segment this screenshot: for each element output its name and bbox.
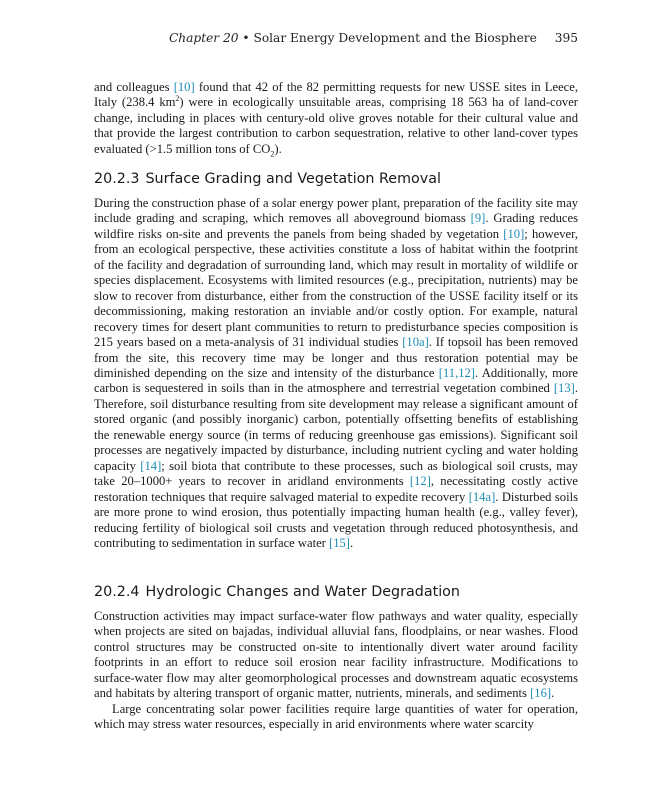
text-run: Large concentrating solar power facilities require large quantities of water for operation, which may stress water resources, especially in arid environments where water scarcity (94, 701, 578, 732)
running-header (94, 31, 578, 45)
superscript: 2 (175, 94, 180, 104)
section-title: Hydrologic Changes and Water Degradation (145, 584, 460, 600)
citation-link[interactable]: [10] (173, 80, 195, 94)
text-run: ; however, from an ecological perspective, these activities constitute a loss of habitat within the footprint of the facility and degradation of surrounding land, which may result in mortality of wildlife or species displacement. Ecosystems with limited resources (e.g., precipitation, nutrients) may be slow to recover from disturbance, either from the construction of the USSE facility itself or its decommissioning, making restoration an inviable and/or costly option. For example, natural recovery times for desert plant communities to return to predisturbance species composition is 215 years based on a meta-analysis of 31 individual studies (94, 226, 578, 350)
citation-link[interactable]: [15] (329, 535, 350, 550)
intro-paragraph-block (94, 80, 578, 157)
citation-link[interactable]: [13] (553, 381, 575, 396)
section-2-paragraph-2 (94, 702, 578, 733)
chapter-label: Chapter 20 (168, 31, 239, 45)
text-run: . If topsoil has been removed from the site, this recovery time may be longer and thus restoration potential may be diminished depending on the size and intensity of the disturbance (94, 335, 578, 380)
text-run: . (350, 535, 354, 550)
text-run: Construction activities may impact surface-water flow pathways and water quality, especially when projects are sited on bajadas, individual alluvial fans, floodplains, or near washes. Flood control structures may be constructed on-site to intentionally divert water around facility footprints in an effort to reduce soil erosion near facility infrastructure. Modifications to surface-water flow may alter geomorphological processes and downstream aquatic ecosystems and habitats by altering transport of organic matter, nutrients, minerals, and sediments (94, 609, 578, 701)
section-number: 20.2.4 (94, 584, 140, 600)
text-run: . Disturbed soils are more prone to wind erosion, thus potentially impacting human health (e.g., valley fever), reducing fertility of biological soil crusts and vegetation through reduced photosynthesis, and contributing to sedimentation in surface water (94, 489, 578, 550)
citation-link[interactable]: [16] (530, 686, 552, 701)
header-bullet: • (242, 31, 250, 45)
section-2-body (94, 609, 578, 733)
citation-link[interactable]: [14a] (468, 489, 496, 504)
text-run: . Additionally, more carbon is sequestered in soils than in the atmosphere and terrestrial vegetation combined (94, 365, 578, 396)
text-run: . Therefore, soil disturbance resulting from site development may release a significant amount of stored organic (and possibly inorganic) carbon, potentially offsetting benefits of establishing the renewable energy source (in terms of reducing greenhouse gas emissions). Significant soil processes are negatively impacted by disturbance, including nutrient cycling and water holding capacity (94, 381, 578, 473)
citation-link[interactable]: [12] (409, 474, 431, 489)
section-heading-20-2-3 (94, 171, 578, 187)
section-number: 20.2.3 (94, 171, 140, 187)
text-run: . (551, 686, 555, 701)
text-run: ; soil biota that contribute to these processes, such as biological soil crusts, may take 20–1000+ years to recover in aridland environments (94, 458, 578, 489)
text-run: ) were in ecologically unsuitable areas, comprising 18 563 ha of land-cover change, including in places with century-old olive groves notable for their cultural value and that provide the largest contribution to carbon sequestration, relative to other land-cover types evaluated (>1.5 million tons of CO (94, 95, 579, 156)
text-run: ). (274, 141, 282, 156)
text-run: found that 42 of the 82 permitting requests for new USSE sites in Leece, Italy (238.4 km (94, 80, 578, 110)
section-title: Surface Grading and Vegetation Removal (145, 171, 441, 187)
chapter-title: Solar Energy Development and the Biosphere (253, 31, 537, 45)
section-1-body (94, 196, 578, 551)
page-number: 395 (554, 31, 578, 45)
section-1-paragraph (94, 196, 578, 551)
text-run: and colleagues (94, 80, 174, 94)
text-run: During the construction phase of a solar energy power plant, preparation of the facility site may include grading and scraping, which removes all aboveground biomass (94, 196, 578, 226)
section-2-paragraph (94, 609, 578, 702)
citation-link[interactable]: [14] (140, 458, 162, 473)
intro-paragraph (94, 80, 578, 157)
citation-link[interactable]: [9] (470, 211, 486, 226)
section-heading-20-2-4 (94, 584, 578, 600)
text-run: , necessitating costly active restoration techniques that require salvaged material to expedite recovery (94, 474, 578, 504)
text-run: . Grading reduces wildfire risks on-site and prevents the panels from being shaded by vegetation (94, 211, 578, 241)
citation-link[interactable]: [10] (503, 226, 525, 241)
citation-link[interactable]: [10a] (402, 335, 429, 350)
citation-link[interactable]: [11,12] (438, 365, 476, 380)
subscript: 2 (270, 149, 275, 159)
